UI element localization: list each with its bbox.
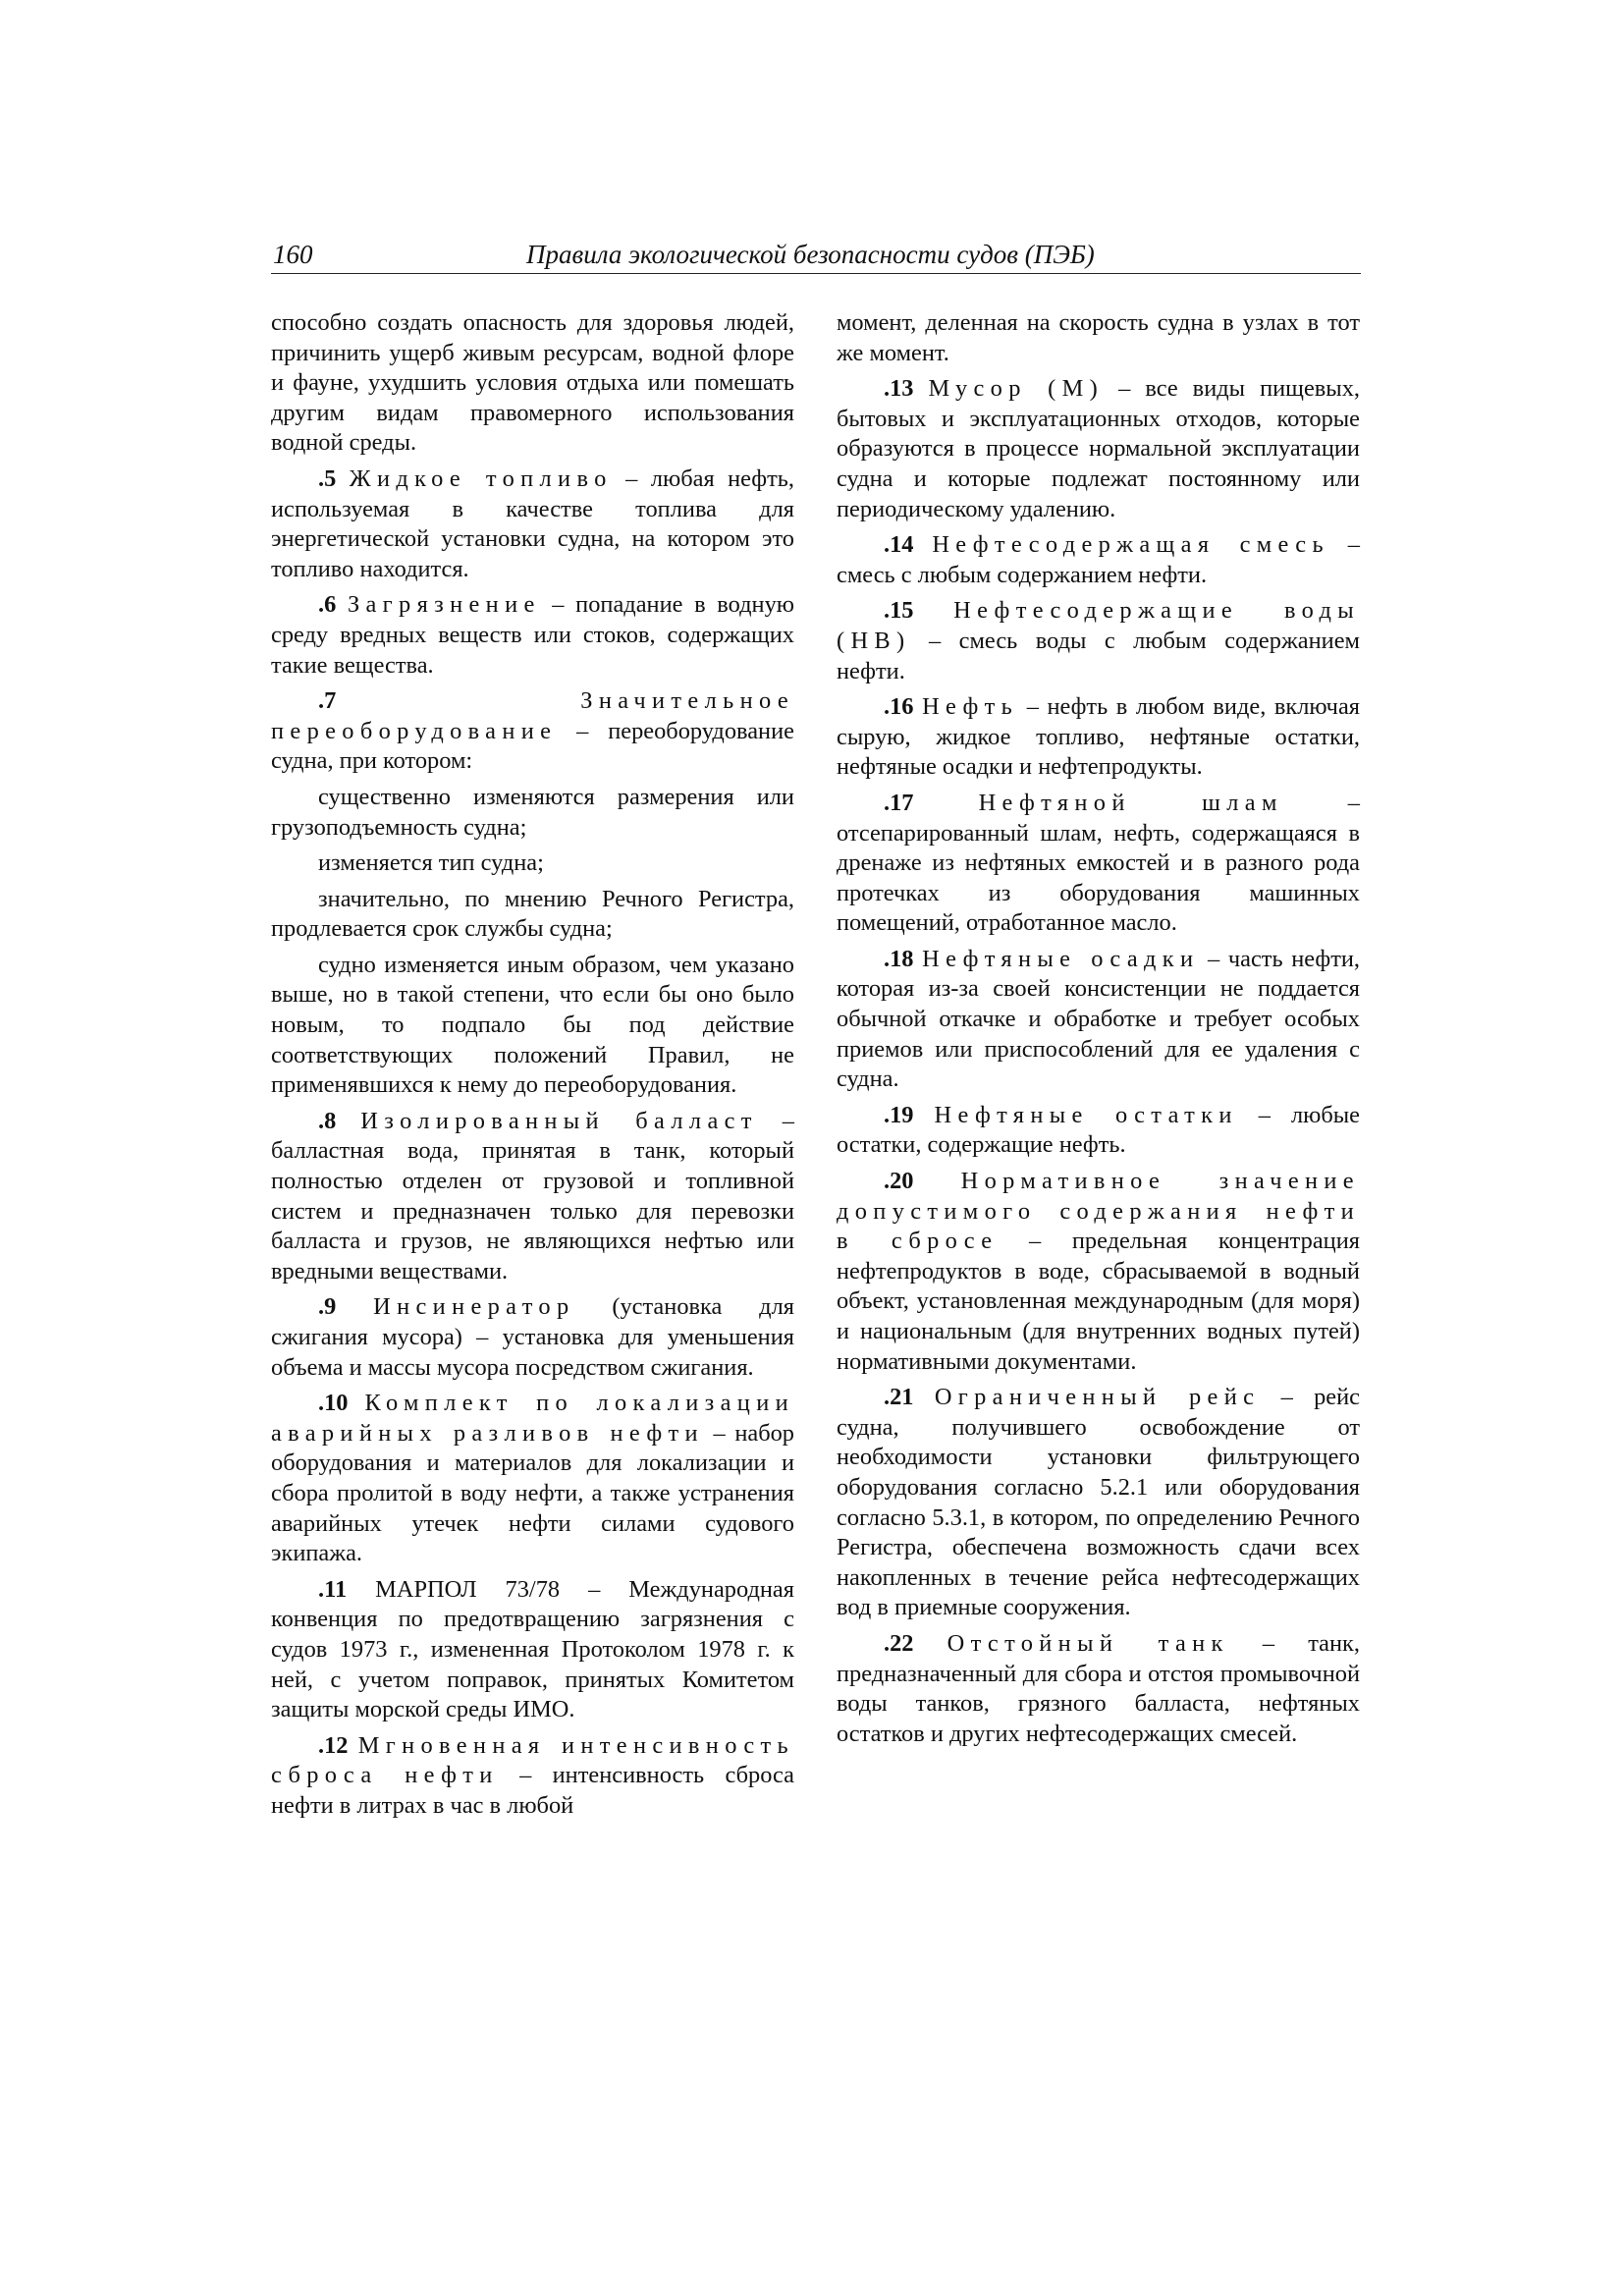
definition: [837, 945, 1360, 1095]
clause-number: .5: [318, 465, 337, 492]
paragraph: [271, 783, 794, 843]
term: Мгновенная интенсивность сброса нефти: [271, 1731, 794, 1789]
definition: [271, 590, 794, 681]
term: Нормативное значение допустимого содержания нефти в сбросе: [837, 1168, 1360, 1255]
clause-number: .20: [884, 1168, 914, 1195]
definition: [837, 596, 1360, 686]
term: Загрязнение: [347, 591, 541, 619]
term: Значительное переоборудование: [271, 687, 794, 744]
paragraph: [837, 308, 1360, 368]
definition-text: – переоборудование судна, при котором:: [271, 717, 794, 775]
definition-text: – рейс судна, получившего освобождение от необходимости установки фильтрующего оборудования согласно 5.2.1 или оборудования согласно 5.3.1, в котором, по определению Речного Регистра, обеспечена возможность сдачи всех накопленных в течение рейса нефтесодержащих вод в приемные сооружения.: [837, 1384, 1360, 1621]
page-header: [271, 240, 1361, 274]
paragraph: [271, 848, 794, 879]
definition-text: – предельная концентрация нефтепродуктов в воде, сбрасываемой в водный объект, установленная международным (для моря) и национальным (для внутренних водных путей) нормативными документами.: [837, 1228, 1360, 1375]
clause-number: .17: [884, 789, 914, 816]
definition-text: МАРПОЛ 73/78 – Международная конвенция по предотвращению загрязнения с судов 1973 г., измененная Протоколом 1978 г. к ней, с учетом поправок, принятых Комитетом защиты морской среды ИМО.: [271, 1575, 794, 1723]
definition: [271, 1575, 794, 1725]
clause-number: .8: [318, 1107, 337, 1134]
definition: [837, 530, 1360, 590]
term: Жидкое топливо: [349, 465, 613, 492]
right-column: [837, 308, 1360, 1755]
running-title: Правила экологической безопасности судов (ПЭБ): [526, 240, 1095, 269]
term: Изолированный балласт: [360, 1107, 758, 1134]
definition-text: – набор оборудования и материалов для локализации и сбора пролитой в воду нефти, а также устранения аварийных утечек нефти силами судового экипажа.: [271, 1419, 794, 1567]
definition-text: – танк, предназначенный для сбора и отстоя промывочной воды танков, грязного балласта, нефтяных остатков и других нефтесодержащих смесей.: [837, 1629, 1360, 1747]
definition-text: – отсепарированный шлам, нефть, содержащаяся в дренаже из нефтяных емкостей и в разного рода протечках из оборудования машинных помещений, отработанное масло.: [837, 789, 1360, 937]
paragraph: [271, 308, 794, 459]
clause-number: .16: [884, 693, 914, 721]
term: Нефтесодержащие воды (НВ): [837, 597, 1360, 654]
term: Отстойный танк: [947, 1629, 1229, 1657]
paragraph-text: способно создать опасность для здоровья людей, причинить ущерб живым ресурсам, водной флоре и фауне, ухудшить условия отдыха или помешать другим видам правомерного использования водной среды.: [271, 309, 794, 457]
paragraph-text: существенно изменяются размерения или грузоподъемность судна;: [271, 783, 794, 841]
definition: [271, 1292, 794, 1383]
paragraph: [271, 951, 794, 1101]
definition-text: – любая нефть, используемая в качестве топлива для энергетической установки судна, на котором это топливо находится.: [271, 465, 794, 582]
clause-number: .13: [884, 375, 914, 403]
clause-number: .15: [884, 597, 914, 625]
definition: [271, 465, 794, 584]
term: Нефтяные остатки: [934, 1101, 1238, 1128]
paragraph-text: значительно, по мнению Речного Регистра, продлевается срок службы судна;: [271, 885, 794, 943]
definition-text: – смесь воды с любым содержанием нефти.: [837, 627, 1360, 684]
paragraph: [271, 885, 794, 945]
left-column: [271, 308, 794, 1828]
definition-text: – балластная вода, принятая в танк, который полностью отделен от грузовой и топливной систем и предназначен только для перевозки балласта и грузов, не являющихся нефтью или вредными веществами.: [271, 1107, 794, 1285]
definition-text: – попадание в водную среду вредных веществ или стоков, содержащих такие вещества.: [271, 591, 794, 679]
definition-text: – смесь с любым содержанием нефти.: [837, 531, 1360, 588]
definition: [271, 686, 794, 777]
clause-number: .10: [318, 1390, 349, 1417]
definition-text: – нефть в любом виде, включая сырую, жидкое топливо, нефтяные остатки, нефтяные осадки и нефтепродукты.: [837, 693, 1360, 781]
definition: [837, 374, 1360, 524]
clause-number: .11: [318, 1575, 348, 1603]
term: Нефтяные осадки: [922, 945, 1200, 972]
definition: [271, 1107, 794, 1287]
clause-number: .19: [884, 1101, 914, 1128]
definition: [837, 1629, 1360, 1749]
definition: [837, 1101, 1360, 1161]
definition: [271, 1731, 794, 1822]
clause-number: .7: [318, 687, 337, 715]
term: Нефтесодержащая смесь: [932, 531, 1329, 559]
definition-text: – интенсивность сброса нефти в литрах в час в любой: [271, 1762, 794, 1819]
definition-text: – любые остатки, содержащие нефть.: [837, 1101, 1360, 1159]
term: Комплект по локализации аварийных разливов нефти: [271, 1390, 794, 1447]
clause-number: .14: [884, 531, 914, 559]
clause-number: .18: [884, 945, 914, 972]
paragraph-text: изменяется тип судна;: [318, 849, 544, 877]
clause-number: .12: [318, 1731, 349, 1759]
definition: [837, 692, 1360, 783]
term: Нефтяной шлам: [978, 789, 1283, 816]
term: Ограниченный рейс: [934, 1384, 1261, 1411]
definition-text: – все виды пищевых, бытовых и эксплуатационных отходов, которые образуются в процессе нормальной эксплуатации судна и которые подлежат постоянному или периодическому удалению.: [837, 375, 1360, 522]
definition: [837, 1383, 1360, 1623]
definition: [837, 789, 1360, 939]
definition: [271, 1389, 794, 1569]
definition-text: (установка для сжигания мусора) – установка для уменьшения объема и массы мусора посредством сжигания.: [271, 1293, 794, 1381]
clause-number: .6: [318, 591, 337, 619]
definition: [837, 1167, 1360, 1377]
paragraph-text: судно изменяется иным образом, чем указано выше, но в такой степени, что если бы оно было новым, то подпало бы под действие соответствующих положений Правил, не применявшихся к нему до переоборудования.: [271, 951, 794, 1099]
term: Инсинератор: [373, 1293, 575, 1321]
paragraph-text: момент, деленная на скорость судна в узлах в тот же момент.: [837, 309, 1360, 366]
definition-text: – часть нефти, которая из-за своей консистенции не поддается обычной откачке и обработке и требует особых приемов или приспособлений для ее удаления с судна.: [837, 945, 1361, 1093]
clause-number: .21: [884, 1384, 914, 1411]
clause-number: .22: [884, 1629, 914, 1657]
page-number: 160: [273, 240, 313, 269]
term: Мусор (М): [928, 375, 1105, 403]
clause-number: .9: [318, 1293, 337, 1321]
term: Нефть: [922, 693, 1019, 721]
